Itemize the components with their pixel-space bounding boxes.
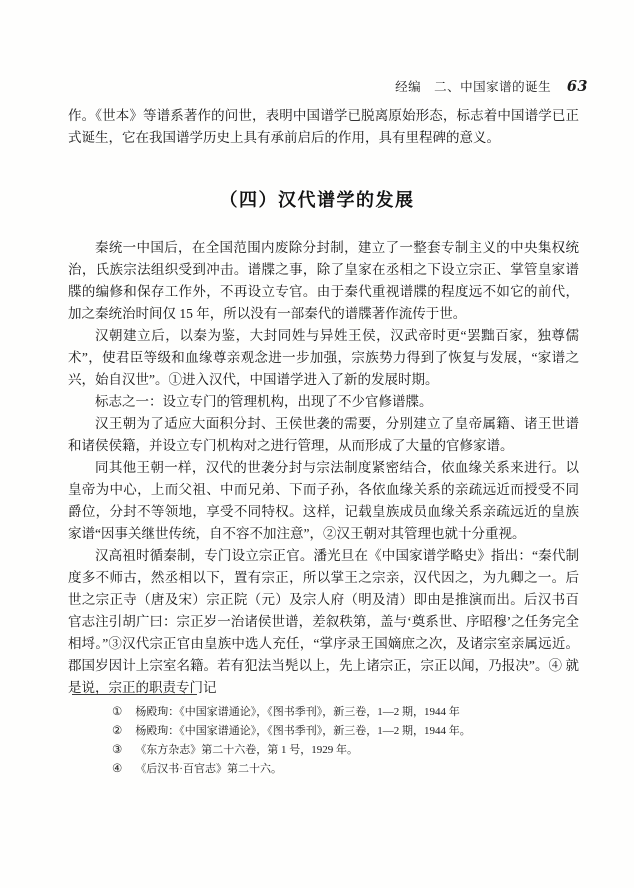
footnote-item bbox=[112, 724, 580, 739]
paragraph: 汉高祖时循秦制，专门设立宗正官。潘光旦在《中国家谱学略史》指出：“秦代制度多不师古，然丞相以下，置有宗正，所以掌王之宗亲，汉代因之，为九卿之一。后世之宗正寺（唐及宋）宗正院（元）及宗人府（明及清）即由是推演而出。后汉书百官志注引胡广曰：宗正岁一治诸侯世谱，差叙秩第，盖与‘奠系世、序昭穆’之任务完全相埒。”③汉代宗正官由皇族中选人充任，“掌序录王国嫡庶之次，及诸宗室亲属远近。郡国岁因计上宗室名籍。若有犯法当髡以上，先上诸宗正，宗正以闻，乃报决”。④ 就是说，宗正的职责专门记 bbox=[68, 548, 579, 695]
running-header bbox=[395, 77, 588, 95]
section-heading: （四）汉代谱学的发展 bbox=[219, 190, 415, 210]
footnote-marker: ① bbox=[112, 706, 123, 718]
footnote-item bbox=[112, 762, 580, 777]
footnote-text: 杨殿珣：《中国家谱通论》，《图书季刊》，新三卷，1—2 期，1944 年 bbox=[135, 706, 460, 718]
running-title: 经编 二、中国家谱的诞生 bbox=[395, 80, 552, 94]
body-paragraphs bbox=[68, 237, 579, 699]
paragraph: 汉朝建立后，以秦为鉴，大封同姓与异姓王侯，汉武帝时更“罢黜百家，独尊儒术”，使君臣等级和血缘尊亲观念进一步加强，宗族势力得到了恢复与发展，“家谱之兴，始自汉世”。①进入汉代，中国谱学进入了新的发展时期。 bbox=[68, 328, 579, 387]
footnote-item bbox=[112, 743, 580, 758]
footnote-text: 杨殿珣：《中国家谱通论》，《图书季刊》，新三卷，1—2 期，1944 年。 bbox=[135, 725, 471, 737]
footnote-marker: ③ bbox=[112, 744, 123, 756]
intro-paragraph-block bbox=[68, 105, 579, 149]
footnote-text: 《后汉书·百官志》第二十六。 bbox=[135, 763, 282, 775]
paragraph: 汉王朝为了适应大面积分封、王侯世袭的需要，分别建立了皇帝属籍、诸王世谱和诸侯侯籍，并设立专门机构对之进行管理，从而形成了大量的官修家谱。 bbox=[68, 416, 579, 453]
footnote-separator bbox=[72, 694, 197, 695]
intro-paragraph: 作。《世本》等谱系著作的问世，表明中国谱学已脱离原始形态，标志着中国谱学已正式诞生，它在我国谱学历史上具有承前启后的作用，具有里程碑的意义。 bbox=[68, 108, 579, 145]
page-number: 63 bbox=[566, 78, 588, 95]
footnotes bbox=[112, 705, 580, 781]
paragraph: 秦统一中国后，在全国范围内废除分封制，建立了一整套专制主义的中央集权统治，氏族宗法组织受到冲击。谱牒之事，除了皇家在丞相之下设立宗正、掌管皇家谱牒的编修和保存工作外，不再设立专官。由于秦代重视谱牒的程度远不如它的前代，加之秦统治时间仅 15 年，所以没有一部秦代的谱牒著作流传于世。 bbox=[68, 240, 579, 321]
footnote-marker: ② bbox=[112, 725, 123, 737]
footnote-item bbox=[112, 705, 580, 720]
paragraph: 同其他王朝一样，汉代的世袭分封与宗法制度紧密结合，依血缘关系来进行。以皇帝为中心，上而父祖、中而兄弟、下而子孙，各依血缘关系的亲疏远近而授受不同爵位，分封不等领地，享受不同特权。这样，记载皇族成员血缘关系亲疏远近的皇族家谱“因事关继世传统，自不容不加注意”，②汉王朝对其管理也就十分重视。 bbox=[68, 460, 579, 541]
footnote-text: 《东方杂志》第二十六卷，第 1 号，1929 年。 bbox=[135, 744, 359, 756]
paragraph: 标志之一：设立专门的管理机构，出现了不少官修谱牒。 bbox=[95, 394, 433, 409]
footnote-marker: ④ bbox=[112, 763, 123, 775]
